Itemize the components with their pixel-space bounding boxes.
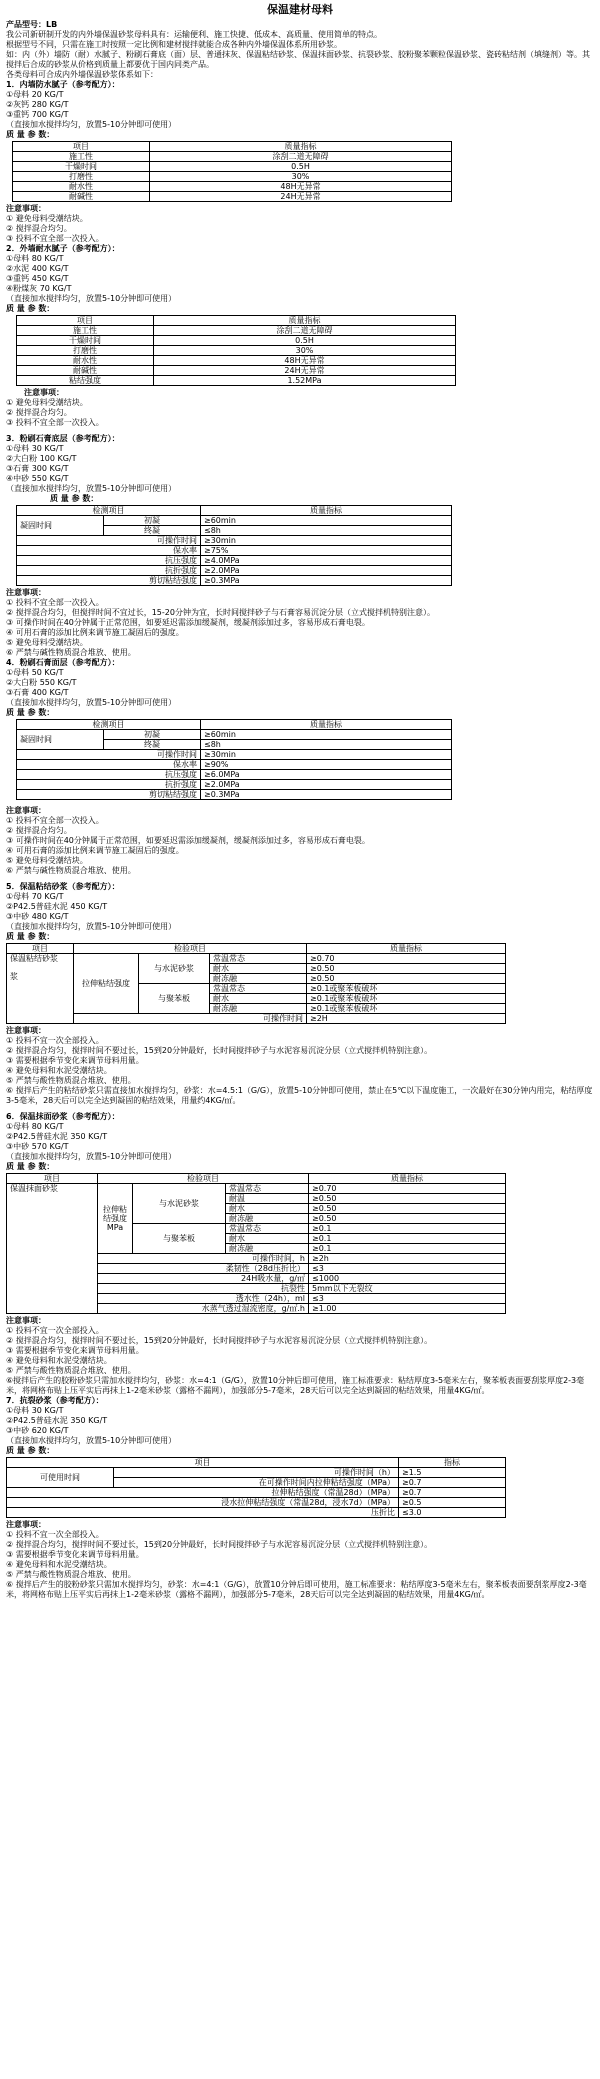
- table-cell: 施工性: [17, 326, 154, 336]
- intro-line: 各类母料可合成内外墙保温砂浆体系如下：: [6, 70, 158, 79]
- note-item: ① 投料不宜一次全部投入。: [6, 1326, 104, 1335]
- table-cell: 抗压强度: [17, 556, 201, 566]
- table-header: 检验项目: [74, 944, 307, 954]
- quality-table: [16, 505, 452, 586]
- note-item: ① 投料不宜一次全部投入。: [6, 1036, 104, 1045]
- formula-item: ②P42.5普硅水泥 350 KG/T: [6, 1416, 108, 1425]
- note-item: ① 投料不宜一次全部投入。: [6, 1530, 104, 1539]
- section-title: 4．粉刷石膏面层（参考配方）：: [6, 658, 120, 667]
- table-cell: ≥2h: [309, 1254, 506, 1264]
- table-cell: ≥75%: [201, 546, 452, 556]
- intro-line: 我公司新研制开发的内外墙保温砂浆母料具有：运输便利、施工快捷、低成本、高质量、使用简单的特点。: [6, 30, 382, 39]
- note-item: ⑤ 严禁与酸性物质混合堆放、使用。: [6, 1570, 136, 1579]
- table-cell: 耐冻融: [210, 1004, 307, 1014]
- table-cell: ≥0.7: [399, 1478, 506, 1488]
- formula-item: ③中砂 570 KG/T: [6, 1142, 69, 1151]
- table-cell: 耐水性: [17, 356, 154, 366]
- formula-item: ②大白粉 550 KG/T: [6, 678, 77, 687]
- formula-item: ①母料 30 KG/T: [6, 1406, 64, 1415]
- table-cell: 常温常态: [226, 1184, 309, 1194]
- note-item: ④ 可用石膏的添加比例来调节施工凝固后的强度。: [6, 628, 184, 637]
- note-item: ③ 需要根据季节变化来调节母料用量。: [6, 1346, 144, 1355]
- note-item: ④ 可用石膏的添加比例来调节施工凝固后的强度。: [6, 846, 184, 855]
- formula-item: ④中砂 550 KG/T: [6, 474, 69, 483]
- table-cell: 与水泥砂浆: [139, 954, 210, 984]
- table-header: 检测项目: [17, 506, 201, 516]
- mix-note: （直接加水搅拌均匀，放置5-10分钟即可使用）: [6, 484, 177, 493]
- table-header: 指标: [399, 1458, 506, 1468]
- formula-item: ①母料 30 KG/T: [6, 444, 64, 453]
- notes-label: 注意事项：: [6, 1520, 46, 1529]
- table-cell: 水蒸气透过湿流密度，g/㎡.h: [98, 1304, 309, 1314]
- table-cell: ≥0.50: [309, 1204, 506, 1214]
- table-cell: ≤3.0: [399, 1508, 506, 1518]
- note-item: ④ 避免母料和水泥受潮结块。: [6, 1560, 112, 1569]
- table-cell: 可操作时间: [74, 1014, 307, 1024]
- table-cell: 在可操作时间内拉伸粘结强度（MPa）: [114, 1478, 399, 1488]
- table-cell: 耐冻融: [210, 974, 307, 984]
- mix-note: （直接加水搅拌均匀，放置5-10分钟即可使用）: [6, 294, 177, 303]
- table-cell: 耐温: [226, 1194, 309, 1204]
- formula-item: ④粉煤灰 70 KG/T: [6, 284, 72, 293]
- table-cell: 剪切粘结强度: [17, 790, 201, 800]
- table-cell: 施工性: [13, 152, 150, 162]
- table-cell: 可操作时间（h）: [114, 1468, 399, 1478]
- table-cell: ≥30min: [201, 536, 452, 546]
- quality-table: [6, 1457, 506, 1518]
- table-cell: 常温常态: [226, 1224, 309, 1234]
- table-cell: 与水泥砂浆: [133, 1184, 226, 1224]
- table-cell: 涂刮二道无障碍: [150, 152, 452, 162]
- table-cell: 常温常态: [210, 954, 307, 964]
- table-header: 质量指标: [150, 142, 452, 152]
- table-header: 检测项目: [17, 720, 201, 730]
- formula-item: ③石膏 300 KG/T: [6, 464, 69, 473]
- table-cell: ≥2.0MPa: [201, 780, 452, 790]
- note-item: ① 避免母料受潮结块。: [6, 214, 88, 223]
- table-header: 项目: [7, 944, 74, 954]
- table-cell: 耐碱性: [17, 366, 154, 376]
- quality-params-label: 质 量 参 数：: [6, 708, 55, 717]
- product-model: [6, 20, 594, 30]
- table-cell: 打磨性: [17, 346, 154, 356]
- mix-note: （直接加水搅拌均匀，放置5-10分钟即可使用）: [6, 1152, 177, 1161]
- table-cell: 30%: [150, 172, 452, 182]
- table-cell: 可操作时间: [17, 750, 201, 760]
- table-header: 质量指标: [201, 720, 452, 730]
- intro-line: 根据型号不同，只需在施工时按照一定比例和建材搅拌就能合成各种内外墙保温体系所用砂浆。: [6, 40, 342, 49]
- note-item: ⑥ 搅拌后产生的粘结砂浆只需直接加水搅拌均匀，砂浆：水=4.5:1（G/G），放置5-10分钟即可使用，禁止在5℃以下温度施工，一次最好在30分钟内用完，粘结厚度3-5毫米，28天后可以完全达到凝固的粘结效果，用量约4KG/㎡。: [6, 1086, 593, 1105]
- formula-item: ②水泥 400 KG/T: [6, 264, 69, 273]
- table-cell: 拉伸粘结强度MPa: [98, 1184, 133, 1254]
- note-item: ③ 需要根据季节变化来调节母料用量。: [6, 1056, 144, 1065]
- note-item: ⑥ 严禁与碱性物质混合堆放、使用。: [6, 648, 136, 657]
- table-cell: 耐碱性: [13, 192, 150, 202]
- mix-note: （直接加水搅拌均匀，放置5-10分钟即可使用）: [6, 698, 177, 707]
- table-cell: ≤8h: [201, 740, 452, 750]
- table-cell: ≤3: [309, 1264, 506, 1274]
- formula-item: ②灰钙 280 KG/T: [6, 100, 69, 109]
- table-cell: 30%: [154, 346, 456, 356]
- table-cell: 24H无异常: [150, 192, 452, 202]
- quality-table: [16, 719, 452, 800]
- table-cell: ≥0.1或聚苯板破坏: [307, 1004, 506, 1014]
- note-item: ① 投料不宜全部一次投入。: [6, 816, 104, 825]
- table-cell: ≥0.1: [309, 1234, 506, 1244]
- table-cell: ≥90%: [201, 760, 452, 770]
- table-cell: 常温常态: [210, 984, 307, 994]
- note-item: ⑤ 严禁与酸性物质混合堆放、使用。: [6, 1366, 136, 1375]
- section-title: 1．内墙防水腻子（参考配方）：: [6, 80, 120, 89]
- table-cell: ≥60min: [201, 730, 452, 740]
- table-cell: 48H无异常: [150, 182, 452, 192]
- table-cell: 拉伸粘结强度: [74, 954, 139, 1014]
- table-cell: ≥0.5: [399, 1498, 506, 1508]
- table-cell: 与聚苯板: [139, 984, 210, 1014]
- col-label: 保温粘结砂浆: [10, 954, 58, 963]
- table-cell: [7, 954, 74, 1024]
- table-cell: ≤3: [309, 1294, 506, 1304]
- quality-table: [6, 943, 506, 1024]
- table-cell: 透水性（24h），ml: [98, 1294, 309, 1304]
- quality-params-label: 质 量 参 数：: [6, 932, 55, 941]
- note-item: ⑥搅拌后产生的胶粉砂浆只需加水搅拌均匀，砂浆：水=4:1（G/G），放置10分钟后即可使用，施工标准要求：粘结厚度3-5毫米左右，聚苯板表面要刮浆厚度2-3毫米，将网格布贴上压平实后再抹上1-2毫米砂浆（露格不漏网），加强部分5-7毫米，28天后可以完全达到凝固的粘结效果，用量4KG/㎡。: [6, 1376, 585, 1395]
- note-item: ⑥ 严禁与碱性物质混合堆放、使用。: [6, 866, 136, 875]
- table-cell: 24H吸水量，g/㎡: [98, 1274, 309, 1284]
- quality-params-label: 质 量 参 数：: [6, 130, 55, 139]
- table-cell: 可操作时间: [17, 536, 201, 546]
- product-model-value: LB: [46, 20, 58, 29]
- note-item: ③ 需要根据季节变化来调节母料用量。: [6, 1550, 144, 1559]
- table-cell: ≥2.0MPa: [201, 566, 452, 576]
- formula-item: ②大白粉 100 KG/T: [6, 454, 77, 463]
- section-title: 7．抗裂砂浆（参考配方）：: [6, 1396, 104, 1405]
- table-cell: ≥0.1: [309, 1224, 506, 1234]
- table-cell: 可使用时间: [7, 1468, 114, 1488]
- quality-params-label: 质 量 参 数：: [6, 1446, 55, 1455]
- mix-note: （直接加水搅拌均匀，放置5-10分钟即可使用）: [6, 1436, 177, 1445]
- formula-item: ①母料 20 KG/T: [6, 90, 64, 99]
- notes-label: 注意事项：: [6, 588, 46, 597]
- quality-table: [16, 315, 456, 386]
- table-cell: 终凝: [104, 740, 201, 750]
- table-cell: 保水率: [17, 546, 201, 556]
- table-cell: 0.5H: [154, 336, 456, 346]
- table-cell: 抗折强度: [17, 566, 201, 576]
- notes-label: 注意事项：: [6, 204, 46, 213]
- note-item: ③ 可操作时间在40分钟属于正常范围，如要延迟需添加缓凝剂，缓凝剂添加过多，容易形成石膏电裂。: [6, 618, 370, 627]
- table-cell: 初凝: [104, 516, 201, 526]
- note-item: ② 搅拌混合均匀。: [6, 408, 72, 417]
- note-item: ③ 投料不宜全部一次投入。: [6, 234, 104, 243]
- col-label: 浆: [10, 972, 18, 981]
- table-cell: ≥0.1或聚苯板破坏: [307, 994, 506, 1004]
- formula-item: ①母料 50 KG/T: [6, 668, 64, 677]
- table-cell: ≥2H: [307, 1014, 506, 1024]
- table-cell: 耐冻融: [226, 1214, 309, 1224]
- product-model-label: 产品型号：: [6, 20, 46, 29]
- table-cell: ≥0.50: [307, 974, 506, 984]
- table-cell: ≥0.70: [307, 954, 506, 964]
- table-header: 项目: [7, 1458, 399, 1468]
- mix-note: （直接加水搅拌均匀，放置5-10分钟即可使用）: [6, 120, 177, 129]
- table-cell: ≥0.70: [309, 1184, 506, 1194]
- table-cell: 24H无异常: [154, 366, 456, 376]
- table-cell: 涂刮二道无障碍: [154, 326, 456, 336]
- table-cell: 耐水: [226, 1234, 309, 1244]
- table-cell: ≥0.1或聚苯板破坏: [307, 984, 506, 994]
- note-item: ④ 避免母料和水泥受潮结块。: [6, 1066, 112, 1075]
- notes-label: 注意事项：: [6, 1026, 46, 1035]
- note-item: ⑤ 避免母料受潮结块。: [6, 856, 88, 865]
- note-item: ① 避免母料受潮结块。: [6, 398, 88, 407]
- table-cell: 拉伸粘结强度（常温28d）（MPa）: [7, 1488, 399, 1498]
- table-cell: 凝固时间: [17, 516, 104, 536]
- table-cell: 48H无异常: [154, 356, 456, 366]
- notes-label: 注意事项：: [24, 388, 64, 397]
- note-item: ② 搅拌混合均匀。: [6, 224, 72, 233]
- table-cell: 剪切粘结强度: [17, 576, 201, 586]
- table-cell: 压折比: [7, 1508, 399, 1518]
- table-cell: 保水率: [17, 760, 201, 770]
- mix-note: （直接加水搅拌均匀，放置5-10分钟即可使用）: [6, 922, 177, 931]
- table-cell: 初凝: [104, 730, 201, 740]
- intro-line: 如：内（外）墙防（耐）水腻子、粉刷石膏底（面）层、普通抹灰、保温粘结砂浆、保温抹面砂浆、抗裂砂浆、胶粉聚苯颗粒保温砂浆、瓷砖粘结剂（填缝剂）等。其搅拌后合成的砂浆从价格到质量上都要优于国内同类产品。: [6, 50, 590, 69]
- table-cell: ≤8h: [201, 526, 452, 536]
- formula-item: ②P42.5普硅水泥 350 KG/T: [6, 1132, 108, 1141]
- note-item: ⑤ 避免母料受潮结块。: [6, 638, 88, 647]
- formula-item: ①母料 80 KG/T: [6, 1122, 64, 1131]
- section-title: 5．保温粘结砂浆（参考配方）：: [6, 882, 120, 891]
- formula-item: ①母料 80 KG/T: [6, 254, 64, 263]
- table-cell: 干燥时间: [17, 336, 154, 346]
- section-title: 2．外墙耐水腻子（参考配方）：: [6, 244, 120, 253]
- table-header: 质量指标: [201, 506, 452, 516]
- table-cell: ≥1.5: [399, 1468, 506, 1478]
- table-header: 检验项目: [98, 1174, 309, 1184]
- table-cell: ≥0.3MPa: [201, 576, 452, 586]
- table-cell: ≥0.50: [309, 1194, 506, 1204]
- table-cell: ≥4.0MPa: [201, 556, 452, 566]
- note-item: ② 搅拌混合均匀，但搅拌时间不宜过长，15-20分钟为宜，长时间搅拌砂子与石膏容易沉淀分层（立式搅拌机特别注意）。: [6, 608, 435, 617]
- note-item: ② 搅拌混合均匀，搅拌时间不要过长，15到20分钟最好，长时间搅拌砂子与水泥容易沉淀分层（立式搅拌机特别注意）。: [6, 1540, 433, 1549]
- note-item: ⑥ 搅拌后产生的胶粉砂浆只需加水搅拌均匀，砂浆：水=4:1（G/G），放置10分钟后即可使用，施工标准要求：粘结厚度3-5毫米左右，聚苯板表面要刮浆厚度2-3毫米，将网格布贴上压平实后再抹上1-2毫米砂浆（露格不漏网），加强部分5-7毫米，28天后可以完全达到凝固的粘结效果，用量4KG/㎡。: [6, 1580, 587, 1599]
- formula-item: ③中砂 620 KG/T: [6, 1426, 69, 1435]
- table-cell: 干燥时间: [13, 162, 150, 172]
- table-cell: ≥30min: [201, 750, 452, 760]
- page-title: 保温建材母料: [267, 3, 333, 16]
- formula-item: ①母料 70 KG/T: [6, 892, 64, 901]
- table-cell: ≥0.1: [309, 1244, 506, 1254]
- table-cell: 粘结强度: [17, 376, 154, 386]
- table-cell: 柔韧性（28d压折比）: [98, 1264, 309, 1274]
- table-header: 项目: [7, 1174, 98, 1184]
- quality-params-label: 质 量 参 数：: [6, 1162, 55, 1171]
- notes-label: 注意事项：: [6, 806, 46, 815]
- table-cell: 打磨性: [13, 172, 150, 182]
- table-cell: 凝固时间: [17, 730, 104, 750]
- table-cell: 保温抹面砂浆: [7, 1184, 98, 1314]
- quality-table: [12, 141, 452, 202]
- table-header: 质量指标: [307, 944, 506, 954]
- quality-params-label: 质 量 参 数：: [6, 304, 55, 313]
- table-header: 质量指标: [154, 316, 456, 326]
- table-cell: 终凝: [104, 526, 201, 536]
- formula-item: ③石膏 400 KG/T: [6, 688, 69, 697]
- table-header: 项目: [13, 142, 150, 152]
- table-cell: 浸水拉伸粘结强度（常温28d，浸水7d）（MPa）: [7, 1498, 399, 1508]
- table-cell: 可操作时间，h: [98, 1254, 309, 1264]
- notes-label: 注意事项：: [6, 1316, 46, 1325]
- table-cell: 耐水: [210, 964, 307, 974]
- note-item: ① 投料不宜全部一次投入。: [6, 598, 104, 607]
- table-cell: ≥0.50: [307, 964, 506, 974]
- section-title: 3．粉刷石膏底层（参考配方）：: [6, 434, 120, 443]
- table-cell: ≥0.3MPa: [201, 790, 452, 800]
- table-cell: 耐水性: [13, 182, 150, 192]
- note-item: ② 搅拌混合均匀，搅拌时间不要过长，15到20分钟最好，长时间搅拌砂子与水泥容易沉淀分层（立式搅拌机特别注意）。: [6, 1046, 433, 1055]
- note-item: ⑤ 严禁与酸性物质混合堆放、使用。: [6, 1076, 136, 1085]
- section-title: 6．保温抹面砂浆（参考配方）：: [6, 1112, 120, 1121]
- table-cell: 1.52MPa: [154, 376, 456, 386]
- note-item: ② 搅拌混合均匀。: [6, 826, 72, 835]
- formula-item: ③中砂 480 KG/T: [6, 912, 69, 921]
- note-item: ③ 可操作时间在40分钟属于正常范围，如要延迟需添加缓凝剂，缓凝剂添加过多，容易形成石膏电裂。: [6, 836, 370, 845]
- table-header: 质量指标: [309, 1174, 506, 1184]
- table-cell: ≥0.50: [309, 1214, 506, 1224]
- formula-item: ③重钙 450 KG/T: [6, 274, 69, 283]
- table-cell: 5mm以下无裂纹: [309, 1284, 506, 1294]
- note-item: ④ 避免母料和水泥受潮结块。: [6, 1356, 112, 1365]
- table-cell: ≥6.0MPa: [201, 770, 452, 780]
- note-item: ② 搅拌混合均匀，搅拌时间不要过长，15到20分钟最好，长时间搅拌砂子与水泥容易沉淀分层（立式搅拌机特别注意）。: [6, 1336, 433, 1345]
- table-cell: ≥0.7: [399, 1488, 506, 1498]
- table-cell: 耐冻融: [226, 1244, 309, 1254]
- formula-item: ②P42.5普硅水泥 450 KG/T: [6, 902, 108, 911]
- table-cell: ≤1000: [309, 1274, 506, 1284]
- table-cell: ≥1.00: [309, 1304, 506, 1314]
- quality-params-label: 质 量 参 数：: [50, 494, 99, 503]
- table-cell: 抗折强度: [17, 780, 201, 790]
- table-cell: 抗裂性: [98, 1284, 309, 1294]
- quality-table: [6, 1173, 506, 1314]
- table-cell: 0.5H: [150, 162, 452, 172]
- table-header: 项目: [17, 316, 154, 326]
- table-cell: 与聚苯板: [133, 1224, 226, 1254]
- table-cell: 抗压强度: [17, 770, 201, 780]
- table-cell: ≥60min: [201, 516, 452, 526]
- table-cell: 耐水: [226, 1204, 309, 1214]
- table-cell: 耐水: [210, 994, 307, 1004]
- note-item: ③ 投料不宜全部一次投入。: [6, 418, 104, 427]
- formula-item: ③重钙 700 KG/T: [6, 110, 69, 119]
